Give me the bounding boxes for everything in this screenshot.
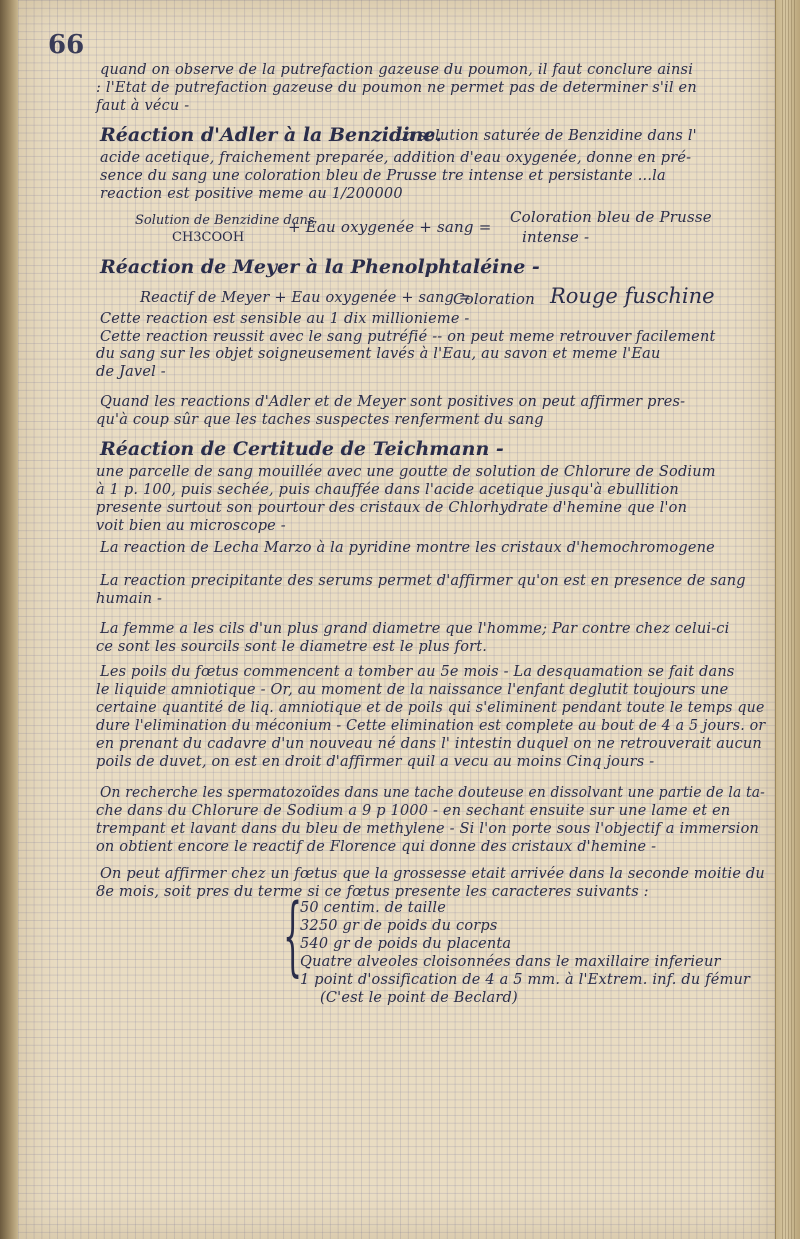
formula2-right: Rouge fuschine (550, 284, 715, 308)
text-line: une parcelle de sang mouillée avec une goutte de solution de Chlorure de Sodium (96, 464, 716, 480)
page-number: 66 (48, 30, 85, 60)
formula2-middle: Coloration (453, 290, 535, 308)
text-line: On peut affirmer chez un fœtus que la grossesse etait arrivée dans la seconde moitie du (100, 866, 765, 882)
text-line: de Javel - (96, 364, 166, 380)
text-line: On recherche les spermatozoïdes dans une tache douteuse en dissolvant une partie de la ta- (100, 785, 766, 801)
text-line: qu'à coup sûr que les taches suspectes renferment du sang (96, 412, 544, 428)
text-line: du sang sur les objet soigneusement lavés à l'Eau, au savon et meme l'Eau (96, 346, 661, 362)
heading-teichmann: Réaction de Certitude de Teichmann - (100, 438, 504, 460)
text-line: trempant et lavant dans du bleu de methylene - Si l'on porte sous l'objectif a immersion (96, 821, 760, 837)
text-line: presente surtout son pourtour des cristaux de Chlorhydrate d'hemine que l'on (96, 500, 688, 516)
list-item: 3250 gr de poids du corps (300, 918, 498, 934)
page-edge-stack (775, 0, 800, 1239)
text-line: acide acetique, fraichement preparée, addition d'eau oxygenée, donne en pré- (100, 150, 692, 166)
formula1-left-bottom: CH3COOH (172, 230, 245, 245)
text-line: Les poils du fœtus commencent a tomber au 5e mois - La desquamation se fait dans (100, 664, 735, 680)
text-line: ce sont les sourcils sont le diametre est le plus fort. (96, 639, 488, 655)
list-item: Quatre alveoles cloisonnées dans le maxillaire inferieur (300, 954, 721, 970)
text-line: le liquide amniotique - Or, au moment de la naissance l'enfant deglutit toujours une (96, 682, 729, 698)
text-line: 8e mois, soit pres du terme si ce fœtus presente les caracteres suivants : (96, 884, 649, 900)
list-note: (C'est le point de Beclard) (320, 990, 518, 1006)
list-brace: { (283, 886, 303, 986)
text-line: La femme a les cils d'un plus grand diametre que l'homme; Par contre chez celui-ci (100, 621, 730, 637)
text-line: : l'Etat de putrefaction gazeuse du poumon ne permet pas de determiner s'il en (96, 80, 697, 96)
text-line: à 1 p. 100, puis sechée, puis chauffée dans l'acide acetique jusqu'à ebullition (96, 482, 679, 498)
heading-adler: Réaction d'Adler à la Benzidine. (100, 124, 442, 146)
formula1-left-top: Solution de Benzidine dans (135, 213, 315, 228)
text-line: on obtient encore le reactif de Florence qui donne des cristaux d'hemine - (96, 839, 657, 855)
formula1-middle: + Eau oxygenée + sang = (288, 218, 492, 236)
list-item: 1 point d'ossification de 4 a 5 mm. à l'Extrem. inf. du fémur (300, 972, 751, 988)
list-item: 50 centim. de taille (300, 900, 446, 916)
text-line: La reaction precipitante des serums permet d'affirmer qu'on est en presence de sang (100, 573, 746, 589)
formula2-left: Reactif de Meyer + Eau oxygenée + sang = (140, 290, 472, 306)
text-line: che dans du Chlorure de Sodium a 9 p 1000 - en sechant ensuite sur une lame et en (96, 803, 731, 819)
text-line: Cette reaction est sensible au 1 dix millionieme - (100, 311, 470, 327)
list-item: 540 gr de poids du placenta (300, 936, 512, 952)
text-line: faut à vécu - (96, 98, 190, 114)
formula1-right-top: Coloration bleu de Prusse (510, 208, 712, 226)
text-line: quand on observe de la putrefaction gazeuse du poumon, il faut conclure ainsi (100, 62, 694, 78)
text-line: La solution saturée de Benzidine dans l' (395, 128, 697, 144)
text-line: certaine quantité de liq. amniotique et de poils qui s'eliminent pendant toute le temps que (96, 700, 765, 716)
text-line: sence du sang une coloration bleu de Prusse tre intense et persistante ...la (100, 168, 666, 184)
book-binding (0, 0, 18, 1239)
text-line: poils de duvet, on est en droit d'affirmer quil a vecu au moins Cinq jours - (96, 754, 655, 770)
text-line: voit bien au microscope - (96, 518, 286, 534)
text-line: La reaction de Lecha Marzo à la pyridine montre les cristaux d'hemochromogene (100, 540, 715, 556)
text-line: dure l'elimination du méconium - Cette elimination est complete au bout de 4 a 5 jours. or (96, 718, 766, 734)
text-line: Quand les reactions d'Adler et de Meyer sont positives on peut affirmer pres- (100, 394, 686, 410)
formula1-right-bottom: intense - (522, 228, 590, 246)
text-line: Cette reaction reussit avec le sang putréfié -- on peut meme retrouver facilement (100, 329, 716, 345)
text-line: humain - (96, 591, 163, 607)
heading-meyer: Réaction de Meyer à la Phenolphtaléine - (100, 256, 540, 278)
text-line: en prenant du cadavre d'un nouveau né dans l' intestin duquel on ne retrouverait aucun (96, 736, 762, 752)
text-line: reaction est positive meme au 1/200000 (100, 186, 403, 202)
